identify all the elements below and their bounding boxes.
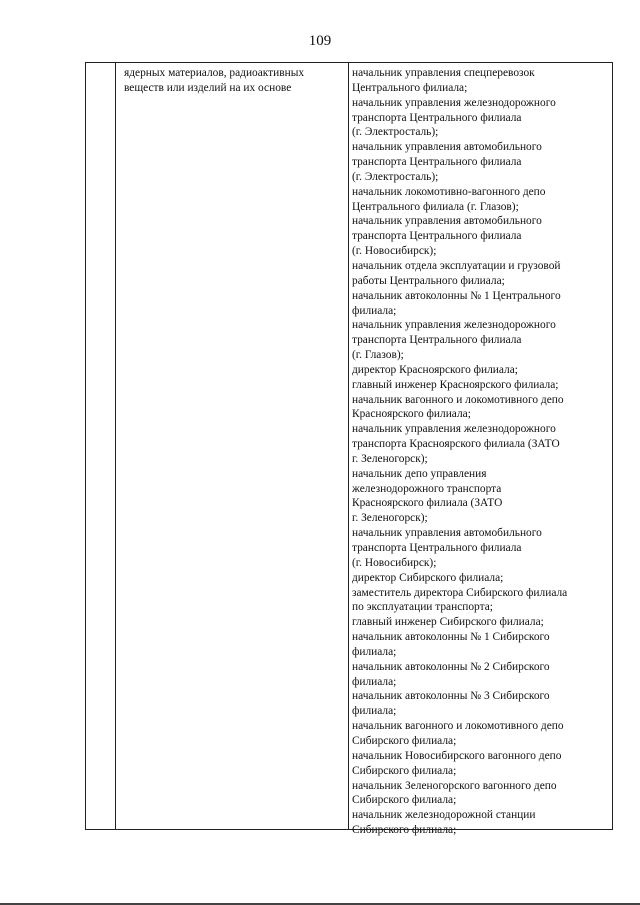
page-number: 109 — [308, 33, 332, 49]
official-entry-line: начальник депо управления — [352, 467, 487, 480]
official-entry-line: железнодорожного транспорта — [352, 482, 502, 495]
official-entry-line: Центрального филиала; — [352, 81, 468, 94]
official-entry-line: транспорта Центрального филиала — [352, 156, 522, 169]
official-entry-line: начальник Зеленогорского вагонного депо — [352, 779, 557, 792]
official-entry-line: по эксплуатации транспорта; — [352, 601, 493, 614]
official-entry-line: начальник автоколонны № 1 Сибирского — [352, 631, 550, 644]
official-entry-line: начальник Новосибирского вагонного депо — [352, 749, 562, 762]
official-entry-line: начальник управления железнодорожного — [352, 96, 556, 109]
official-entry-line: транспорта Центрального филиала — [352, 334, 522, 347]
official-entry-line: (г. Глазов); — [352, 349, 404, 362]
official-entry-line: директор Красноярского филиала; — [352, 363, 518, 376]
official-entry-line: работы Центрального филиала; — [352, 274, 505, 287]
official-entry-line: главный инженер Красноярского филиала; — [352, 378, 559, 391]
official-entry-line: (г. Электросталь); — [352, 170, 439, 183]
official-entry-line: филиала; — [352, 675, 397, 688]
official-entry-line: Красноярского филиала; — [352, 408, 471, 421]
official-entry-line: транспорта Красноярского филиала (ЗАТО — [352, 438, 560, 451]
official-entry-line: (г. Новосибирск); — [352, 556, 437, 569]
official-entry-line: директор Сибирского филиала; — [352, 571, 504, 584]
official-entry-line: начальник отдела эксплуатации и грузовой — [352, 259, 561, 272]
official-entry-line: начальник вагонного и локомотивного депо — [352, 720, 564, 733]
official-entry-line: Красноярского филиала (ЗАТО — [352, 497, 503, 510]
official-entry-line: Сибирского филиала; — [352, 734, 457, 747]
official-entry-line: филиала; — [352, 705, 397, 718]
official-entry-line: заместитель директора Сибирского филиала — [352, 586, 568, 599]
official-entry-line: начальник вагонного и локомотивного депо — [352, 393, 564, 406]
official-entry-line: (г. Электросталь); — [352, 126, 439, 139]
official-entry-line: филиала; — [352, 304, 397, 317]
official-entry-line: начальник железнодорожной станции — [352, 809, 536, 822]
table-column-divider — [115, 63, 116, 829]
table-column-divider — [348, 63, 349, 829]
official-entry-line: начальник управления автомобильного — [352, 215, 542, 228]
official-entry-line: г. Зеленогорск); — [352, 452, 428, 465]
official-entry-line: филиала; — [352, 645, 397, 658]
official-entry-line: Сибирского филиала; — [352, 764, 457, 777]
cell-text-line: веществ или изделий на их основе — [124, 81, 292, 94]
official-entry-line: начальник управления железнодорожного — [352, 423, 556, 436]
official-entry-line: начальник автоколонны № 2 Сибирского — [352, 660, 550, 673]
official-entry-line: г. Зеленогорск); — [352, 512, 428, 525]
cell-text-line: ядерных материалов, радиоактивных — [124, 67, 305, 79]
responsible-officials-cell — [352, 66, 610, 838]
official-entry-line: начальник локомотивно-вагонного депо — [352, 185, 546, 198]
official-entry-line: транспорта Центрального филиала — [352, 230, 522, 243]
official-entry-line: начальник автоколонны № 1 Центрального — [352, 289, 561, 302]
official-entry-line: Сибирского филиала; — [352, 824, 457, 837]
official-entry-line: начальник управления автомобильного — [352, 141, 542, 154]
official-entry-line: Сибирского филиала; — [352, 794, 457, 807]
material-type-cell — [124, 66, 346, 96]
official-entry-line: начальник управления железнодорожного — [352, 319, 556, 332]
official-entry-line: (г. Новосибирск); — [352, 245, 437, 258]
official-entry-line: транспорта Центрального филиала — [352, 542, 522, 554]
official-entry-line: главный инженер Сибирского филиала; — [352, 616, 544, 629]
official-entry-line: транспорта Центрального филиала — [352, 111, 522, 124]
official-entry-line: Центрального филиала (г. Глазов); — [352, 200, 519, 213]
official-entry-line: начальник автоколонны № 3 Сибирского — [352, 690, 550, 703]
official-entry-line: начальник управления спецперевозок — [352, 67, 535, 79]
official-entry-line: начальник управления автомобильного — [352, 527, 542, 540]
responsibility-table — [85, 62, 613, 837]
